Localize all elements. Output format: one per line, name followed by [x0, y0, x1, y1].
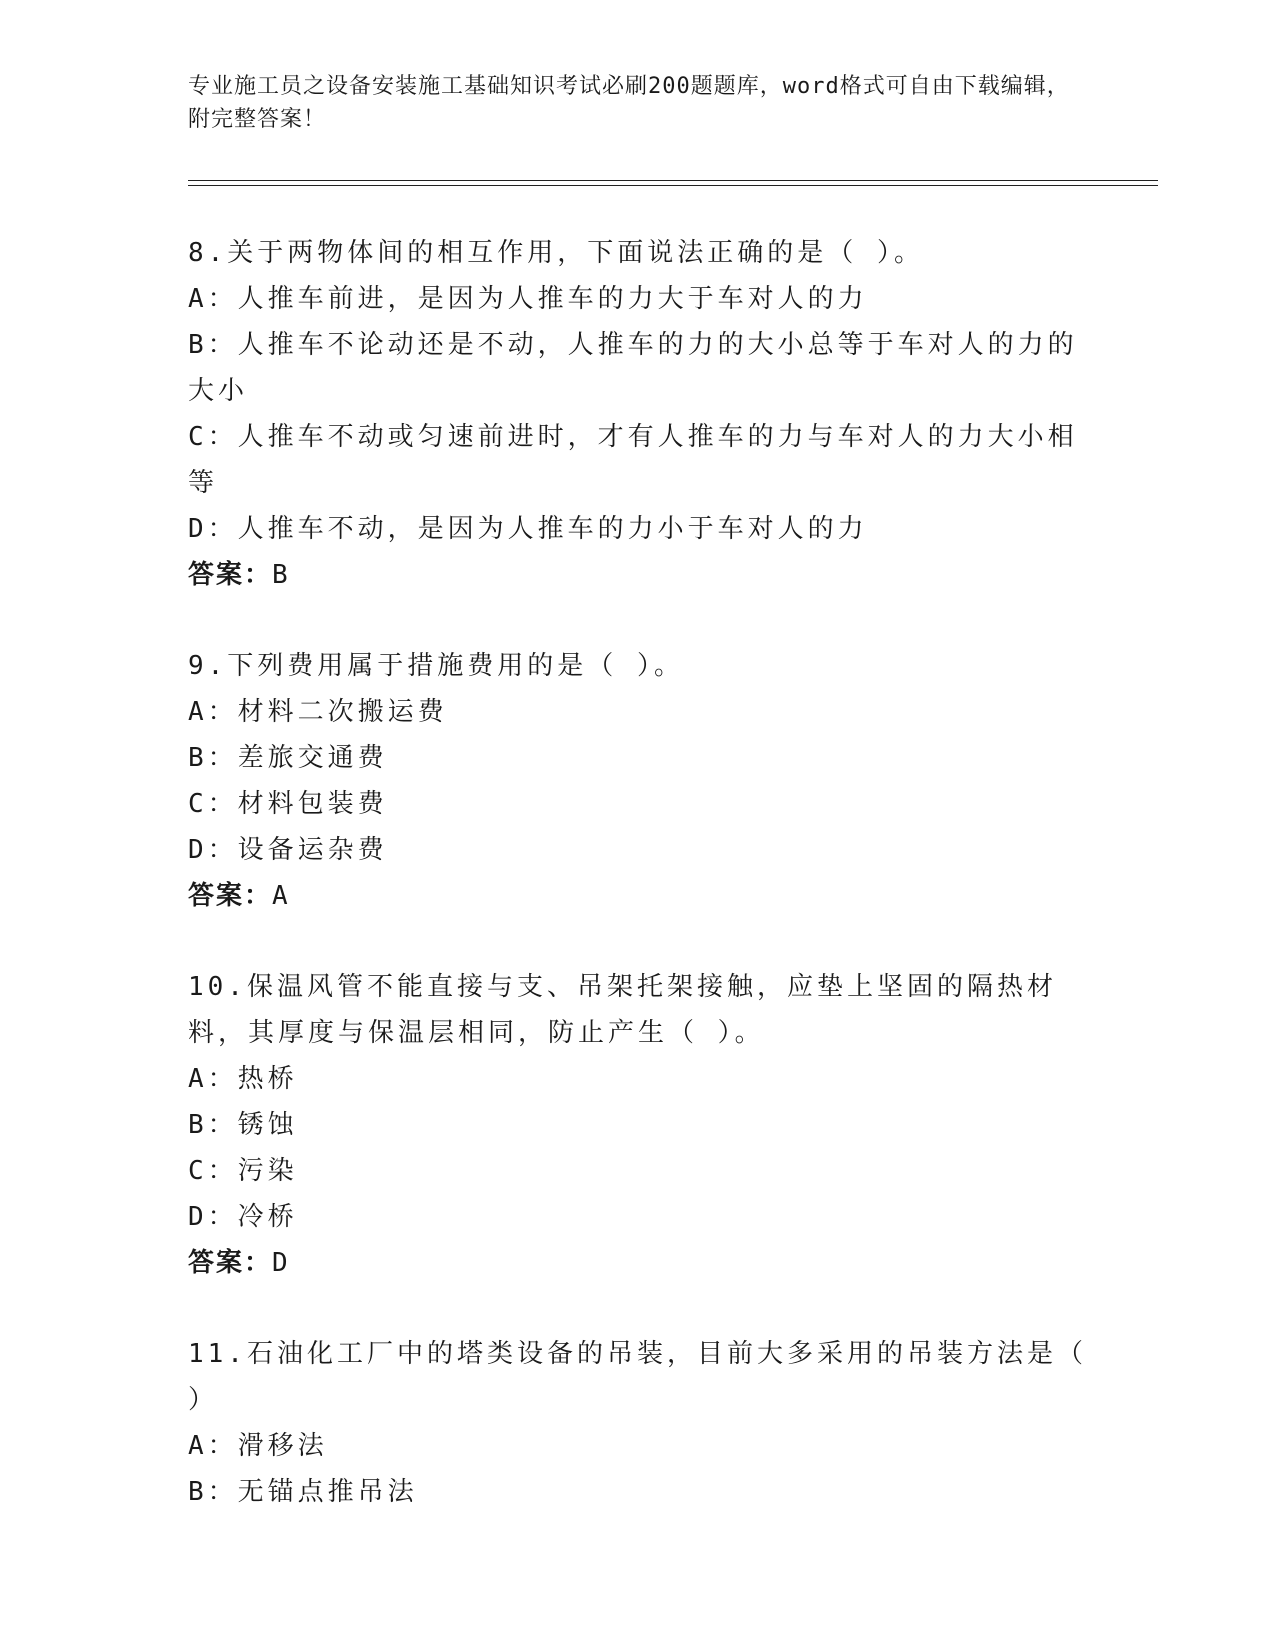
header-divider-bottom [188, 185, 1158, 186]
answer-line [188, 1240, 1088, 1286]
option-c: C：污染 [188, 1156, 298, 1186]
answer-value: B [272, 560, 290, 590]
question-list [188, 230, 1088, 1560]
option-d: D：人推车不动，是因为人推车的力小于车对人的力 [188, 514, 868, 544]
question-stem: 11.石油化工厂中的塔类设备的吊装，目前大多采用的吊装方法是（ ） [188, 1339, 1087, 1415]
answer-line [188, 873, 1088, 919]
answer-value: A [272, 881, 290, 911]
option-b: B：锈蚀 [188, 1110, 298, 1140]
answer-label: 答案： [188, 560, 273, 590]
answer-value: D [272, 1248, 290, 1278]
option-a: A：热桥 [188, 1064, 298, 1094]
answer-label: 答案： [188, 881, 273, 911]
answer-line [188, 552, 1088, 598]
option-d: D：冷桥 [188, 1202, 298, 1232]
question-stem: 8.关于两物体间的相互作用，下面说法正确的是（ ）。 [188, 238, 924, 268]
option-a: A：人推车前进，是因为人推车的力大于车对人的力 [188, 284, 868, 314]
question-8 [188, 230, 1088, 598]
document-title: 专业施工员之设备安装施工基础知识考试必刷200题题库，word格式可自由下载编辑，附完整答案！ [188, 74, 1070, 132]
option-c: C：人推车不动或匀速前进时，才有人推车的力与车对人的力大小相等 [188, 422, 1078, 498]
option-a: A：材料二次搬运费 [188, 697, 448, 727]
question-11 [188, 1331, 1088, 1515]
question-stem: 10.保温风管不能直接与支、吊架托架接触，应垫上坚固的隔热材料，其厚度与保温层相同，防止产生（ ）。 [188, 972, 1057, 1048]
answer-label: 答案： [188, 1248, 273, 1278]
option-d: D：设备运杂费 [188, 835, 388, 865]
option-c: C：材料包装费 [188, 789, 388, 819]
question-9 [188, 643, 1088, 919]
option-b: B：无锚点推吊法 [188, 1477, 418, 1507]
option-b: B：差旅交通费 [188, 743, 388, 773]
question-10 [188, 964, 1088, 1286]
option-b: B：人推车不论动还是不动，人推车的力的大小总等于车对人的力的大小 [188, 330, 1078, 406]
option-a: A：滑移法 [188, 1431, 328, 1461]
header-divider-top [188, 180, 1158, 181]
question-stem: 9.下列费用属于措施费用的是（ ）。 [188, 651, 684, 681]
